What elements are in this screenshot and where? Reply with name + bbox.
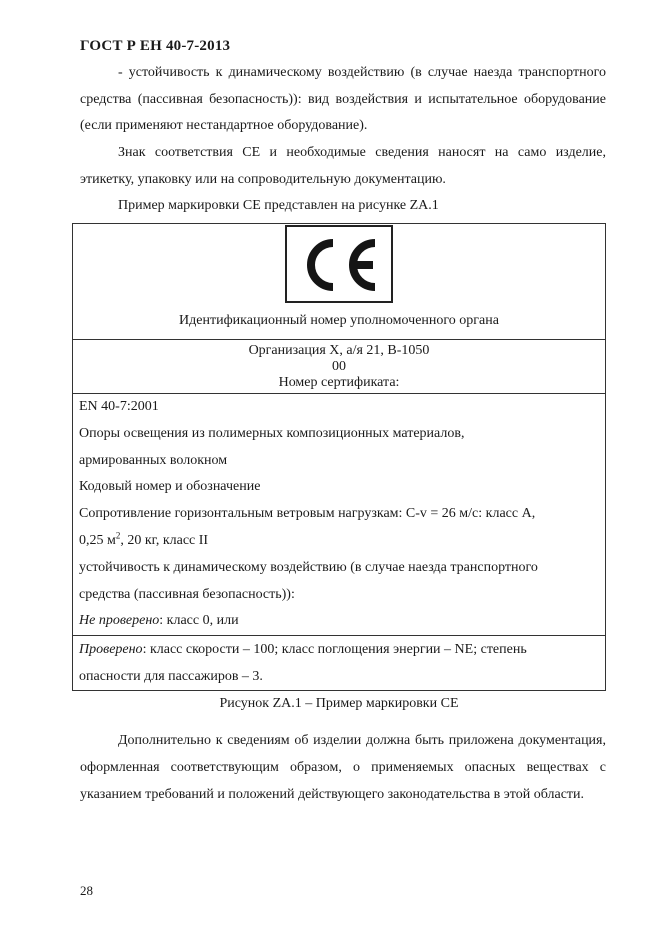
product-description-line-2: армированных волокном <box>79 452 228 468</box>
tested-value: : класс скорости – 100; класс поглощения энергии – NE; степень <box>142 642 527 658</box>
document-header: ГОСТ Р ЕН 40-7-2013 <box>80 38 231 54</box>
organization-cell <box>73 340 606 394</box>
tested-line-2: опасности для пассажиров – 3. <box>79 669 263 685</box>
wind-load-line-2 <box>79 528 599 555</box>
tested-label: Проверено <box>79 642 143 658</box>
tested-line-1 <box>79 636 599 663</box>
not-tested-line <box>79 608 599 635</box>
ce-marking-figure <box>72 223 606 691</box>
wind-mass-class: , 20 кг, класс II <box>120 532 209 548</box>
not-tested-label: Не проверено <box>79 613 160 629</box>
wind-load-line-1: Сопротивление горизонтальным ветровым нагрузкам: C-v = 26 м/с: класс A, <box>79 506 536 522</box>
code-designation: Кодовый номер и обозначение <box>79 479 261 495</box>
impact-line-2: средства (пассивная безопасность)): <box>79 586 295 602</box>
closing-paragraph: Дополнительно к сведениям об изделии должна быть приложена документация, оформленная соответствующим образом, о применяемых опасных веществах с указанием требований и положений действующего законодательства в этой области. <box>80 733 606 802</box>
intro-paragraph-1: - устойчивость к динамическому воздействию (в случае наезда транспортного средства (пассивная безопасность)): вид воздействия и испытательное оборудование (если применяют нестандартное оборудование). <box>80 65 606 133</box>
intro-paragraph-3: Пример маркировки CE представлен на рисунке ZA.1 <box>118 198 439 213</box>
page-number: 28 <box>80 883 93 898</box>
wind-area-value: 0,25 м <box>79 532 116 548</box>
ce-mark-frame <box>285 225 393 303</box>
tested-class-cell <box>73 636 606 691</box>
intro-paragraph-2: Знак соответствия CE и необходимые сведения наносят на само изделие, этикетку, упаковку или на сопроводительную документацию. <box>80 145 606 187</box>
area-exponent: 2 <box>115 530 121 541</box>
notified-body-label: Идентификационный номер уполномоченного органа <box>179 313 499 328</box>
certificate-number-label: Номер сертификата: <box>278 375 400 390</box>
product-description-line-1: Опоры освещения из полимерных композиционных материалов, <box>79 425 465 441</box>
figure-caption: Рисунок ZA.1 – Пример маркировки CE <box>219 696 459 711</box>
product-details-cell <box>73 394 606 636</box>
impact-line-1: устойчивость к динамическому воздействию (в случае наезда транспортного <box>79 559 538 575</box>
not-tested-value: : класс 0, или <box>159 613 239 629</box>
organization-address: Организация X, а/я 21, B-1050 <box>248 343 430 358</box>
marking-year: 00 <box>332 359 346 374</box>
logo-cell <box>73 224 606 340</box>
standard-reference: EN 40-7:2001 <box>79 399 159 414</box>
ce-mark-icon <box>297 237 383 293</box>
